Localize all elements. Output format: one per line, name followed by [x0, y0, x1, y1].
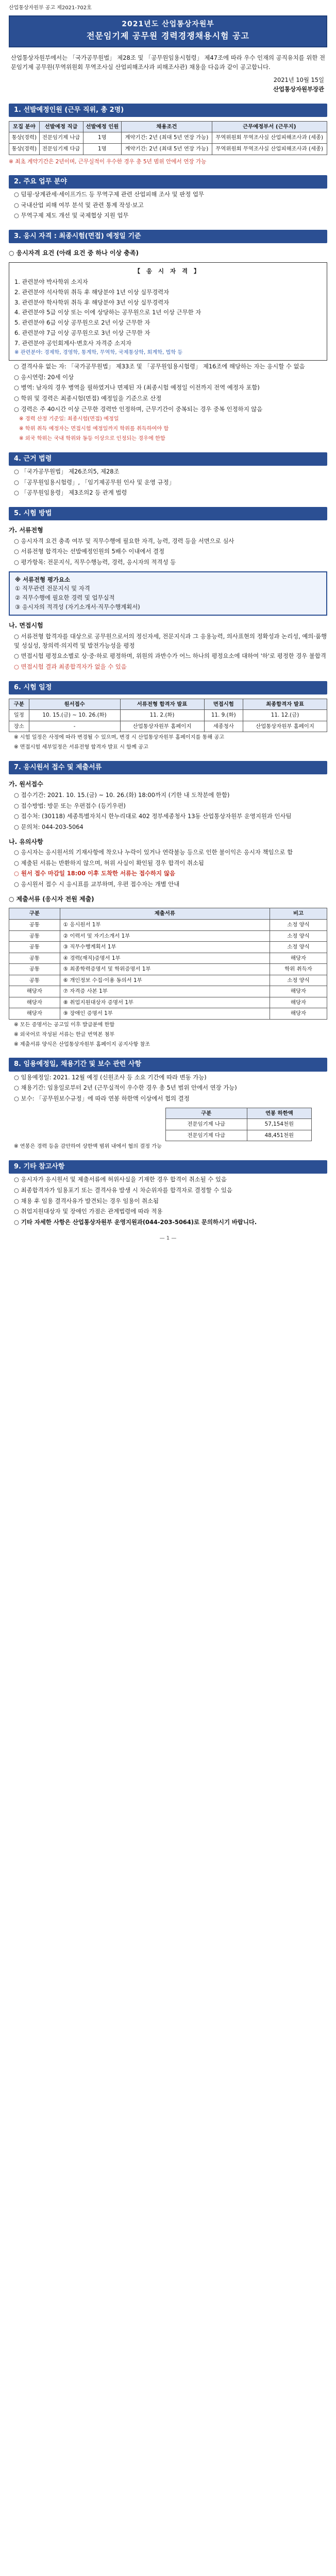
table-cell: 전문임기제 나급 [39, 132, 83, 144]
list-item: 6. 관련분야 7급 이상 공무원으로 3년 이상 근무한 자 [14, 329, 150, 336]
list-item: ○ 채용기간: 임용일로부터 2년 (근무실적이 우수한 경우 총 5년 범위 안에서 연장 가능) [14, 1084, 237, 1092]
eligibility-box [9, 262, 327, 361]
notice-number: 산업통상자원부 공고 제2021-702호 [9, 5, 92, 11]
table-row [9, 710, 327, 721]
table-header: 구분 [9, 699, 29, 710]
table-header: 구분 [9, 908, 60, 920]
list-item: ○ 국내산업 피해 여부 분석 및 관련 통계 작성·보고 [14, 201, 144, 209]
duties-list [9, 190, 327, 221]
interview-heading: 나. 면접시험 [9, 622, 43, 630]
list-item: ○ 보수: 「공무원보수규정」에 따라 연봉 하한액 이상에서 협의 결정 [14, 1094, 190, 1102]
list-item: ③ 응시자의 적격성 (자기소개서·직무수행계획서) [15, 603, 140, 611]
note-item: ※ 면접시험 세부일정은 서류전형 합격자 발표 시 함께 공고 [14, 744, 148, 751]
table-cell: ⑨ 장애인 증명서 1부 [60, 1008, 270, 1020]
table-cell: 산업통상자원부 홈페이지 [243, 721, 327, 732]
table-cell: 48,451천원 [247, 1130, 311, 1141]
table-cell: 계약기간: 2년 (최대 5년 연장 가능) [122, 132, 212, 144]
note-item: ※ 모든 증명서는 공고일 이후 발급분에 한함 [14, 1022, 115, 1028]
section-3-heading: 3. 응시 자격 : 최종시험(면접) 예정일 기준 [9, 230, 327, 243]
table-cell: - [29, 721, 120, 732]
notice-title [9, 15, 327, 47]
list-item: ○ 제출된 서류는 반환하지 않으며, 허위 사실이 확인될 경우 합격이 취소됨 [14, 859, 204, 867]
table-cell: 공통 [9, 919, 60, 930]
list-item: ○ 응시자격 요건 충족 여부 및 직무수행에 필요한 자격, 능력, 경력 등을 서면으로 심사 [14, 537, 234, 545]
table-cell: 세종청사 [204, 721, 243, 732]
list-item: ○ 임용예정일: 2021. 12월 예정 (신원조사 등 소요 기간에 따라 변동 가능) [14, 1073, 207, 1081]
table-cell: 11. 2.(화) [120, 710, 204, 721]
requirements-notes [9, 415, 327, 443]
list-item: ○ 학위 및 경력은 최종시험(면접) 예정일을 기준으로 산정 [14, 395, 162, 402]
issuing-organization: 산업통상자원부장관 [273, 86, 324, 93]
table-cell: 해당자 [270, 1008, 327, 1020]
table-header: 면접시험 [204, 699, 243, 710]
table-cell: ② 이력서 및 자기소개서 1부 [60, 930, 270, 942]
table-row [9, 997, 327, 1008]
table-cell: ③ 직무수행계획서 1부 [60, 942, 270, 953]
section-9-heading: 9. 기타 참고사항 [9, 1160, 327, 1174]
list-item: ○ 면접시험 평정요소별로 상·중·하로 평정하며, 위원의 과반수가 어느 하나의 평정요소에 대하여 '하'로 평정한 경우 불합격 [14, 652, 326, 660]
table-cell: 계약기간: 2년 (최대 5년 연장 가능) [122, 143, 212, 155]
table-row [9, 975, 327, 986]
table-header: 채용조건 [122, 121, 212, 132]
table-cell: 공통 [9, 964, 60, 975]
salary-table [165, 1108, 312, 1142]
list-item: ○ 응시자는 응시원서의 기재사항에 착오나 누락이 있거나 연락불능 등으로 인한 불이익은 응시자 책임으로 함 [14, 849, 293, 856]
list-item: 1. 관련분야 박사학위 소지자 [14, 278, 88, 286]
list-item: ○ 「공무원임용시험령」, 「임기제공무원 인사 및 운영 규정」 [14, 478, 175, 486]
table-header: 선발예정 직급 [39, 121, 83, 132]
table-header: 연봉 하한액 [247, 1108, 311, 1119]
table-cell: 공통 [9, 975, 60, 986]
table-row [9, 930, 327, 942]
list-item: ○ 무역구제 제도 개선 및 국제협상 지원 업무 [14, 212, 129, 219]
table-cell: 일정 [9, 710, 29, 721]
table-row [9, 953, 327, 964]
document-screening-heading: 가. 서류전형 [9, 527, 43, 534]
table-row [9, 919, 327, 930]
list-item: ① 직무관련 전문지식 및 자격 [15, 585, 90, 592]
page-label: — 1 — [159, 1235, 177, 1241]
list-item: ○ 병역: 남자의 경우 병역을 필하였거나 면제된 자 (최종시험 예정일 이전까지 전역 예정자 포함) [14, 384, 260, 392]
table-row [165, 1130, 311, 1141]
list-item: ○ 면접시험 결과 최종합격자가 없을 수 있음 [14, 663, 127, 670]
legal-basis-list [9, 467, 327, 498]
document-screening-list [9, 537, 327, 567]
list-item: ○ 접수방법: 방문 또는 우편접수 (등기우편) [14, 802, 126, 809]
list-item: ○ 문의처: 044-203-5064 [14, 823, 83, 831]
table-cell: 통상(경력) [9, 132, 40, 144]
table-row [9, 721, 327, 732]
list-item: ○ 응시자가 응시원서 및 제출서류에 허위사실을 기재한 경우 합격이 취소될 수 있음 [14, 1176, 227, 1183]
table-cell: 11. 12.(금) [243, 710, 327, 721]
table-cell: 산업통상자원부 홈페이지 [120, 721, 204, 732]
section-5-heading: 5. 시험 방법 [9, 507, 327, 520]
list-item: ○ 접수기간: 2021. 10. 15.(금) ~ 10. 26.(화) 18:00까지 (기한 내 도착분에 한함) [14, 791, 230, 799]
table-cell: 해당자 [9, 986, 60, 997]
table-cell: 해당자 [9, 997, 60, 1008]
table-cell: 전문임기제 나급 [165, 1119, 247, 1130]
intro-paragraph: 산업통상자원부에서는 「국가공무원법」 제28조 및 「공무원임용시험령」 제47조에 따라 우수 인재의 공직유치를 위한 전문임기제 공무원(무역위원회 무역조사실 산업피해조사과 피해조사관) 채용을 다음과 같이 공고합니다. [11, 54, 325, 71]
table-header: 선발예정 인원 [83, 121, 122, 132]
table-cell: 1명 [83, 143, 122, 155]
table-cell: ⑧ 취업지원대상자 증명서 1부 [60, 997, 270, 1008]
list-item: ○ 평가항목: 전문지식, 직무수행능력, 경력, 응시자의 적격성 등 [14, 558, 176, 566]
section-7-heading: 7. 응시원서 접수 및 제출서류 [9, 761, 327, 774]
documents-notes [9, 1021, 327, 1048]
requirements-list [9, 362, 327, 414]
application-list [9, 791, 327, 832]
table-row [9, 132, 327, 144]
table-row [9, 143, 327, 155]
list-item: ○ 기타 자세한 사항은 산업통상자원부 운영지원과(044-203-5064)로 문의하시기 바랍니다. [14, 1218, 257, 1226]
list-item: 2. 관련분야 석사학위 취득 후 해당분야 1년 이상 실무경력자 [14, 289, 170, 296]
eligibility-subtitle: ○ 응시자격 요건 (아래 요건 중 하나 이상 충족) [9, 249, 139, 257]
note-item: ※ 외국어로 작성된 서류는 한글 번역본 첨부 [14, 1031, 115, 1038]
documents-table [9, 908, 327, 1020]
list-item: ※ 서류전형 평가요소 [15, 575, 71, 583]
table-header: 비고 [270, 908, 327, 920]
note-item: ※ 외국 학위는 국내 학위와 동등 이상으로 인정되는 경우에 한함 [19, 435, 165, 442]
list-item: 4. 관련분야 5급 이상 또는 이에 상당하는 공무원으로 1년 이상 근무한 자 [14, 309, 201, 316]
table-header: 최종합격자 발표 [243, 699, 327, 710]
table-cell: 통상(경력) [9, 143, 40, 155]
table-header: 구분 [165, 1108, 247, 1119]
list-item: ○ 최종합격자가 임용포기 또는 결격사유 발생 시 차순위자를 합격자로 결정할 수 있음 [14, 1186, 232, 1194]
salary-note: ※ 연봉은 경력 등을 감안하여 상한액 범위 내에서 협의 결정 가능 [14, 1144, 162, 1150]
table-cell: ⑦ 자격증 사본 1부 [60, 986, 270, 997]
table-cell: 전문임기제 다급 [39, 143, 83, 155]
list-item: 7. 관련분야 공인회계사·변호사 자격증 소지자 [14, 339, 132, 347]
table-cell: 해당자 [270, 997, 327, 1008]
list-item: ○ 경력은 주 40시간 이상 근무한 경력만 인정하며, 근무기간이 중복되는 경우 중복 인정하지 않음 [14, 405, 263, 413]
positions-note: ※ 최초 계약기간은 2년이며, 근무실적이 우수한 경우 총 5년 범위 안에서 연장 가능 [9, 158, 207, 165]
table-header: 서류전형 합격자 발표 [120, 699, 204, 710]
table-row [9, 986, 327, 997]
table-cell: 소정 양식 [270, 919, 327, 930]
table-cell: 전문임기제 다급 [165, 1130, 247, 1141]
list-item: ② 직무수행에 필요한 경력 및 업무실적 [15, 594, 115, 602]
appointment-list [9, 1073, 327, 1104]
table-cell: 공통 [9, 942, 60, 953]
table-cell: 해당자 [9, 1008, 60, 1020]
interview-list [9, 632, 327, 672]
note-item: ※ 학위 취득 예정자는 면접시험 예정일까지 학위를 취득하여야 함 [19, 426, 169, 432]
table-cell: 소정 양식 [270, 942, 327, 953]
cautions-heading: 나. 유의사항 [9, 838, 43, 845]
table-cell: 소정 양식 [270, 930, 327, 942]
list-item: ○ 「국가공무원법」 제26조의5, 제28조 [14, 467, 120, 475]
positions-table [9, 121, 327, 155]
table-cell: ① 응시원서 1부 [60, 919, 270, 930]
title-line-2: 전문임기제 공무원 경력경쟁채용시험 공고 [87, 31, 249, 41]
title-line-1: 2021년도 산업통상자원부 [122, 20, 214, 28]
section-8-heading: 8. 임용예정일, 채용기간 및 보수 관련 사항 [9, 1058, 327, 1071]
cautions-list [9, 848, 327, 889]
table-cell: 해당자 [270, 953, 327, 964]
note-item: ※ 경력 산정 기준일: 최종시험(면접) 예정일 [19, 416, 119, 422]
table-cell: 장소 [9, 721, 29, 732]
eligibility-box-note: ※ 관련분야: 경제학, 경영학, 통계학, 무역학, 국제통상학, 회계학, 법학 등 [14, 350, 183, 356]
table-cell: ⑤ 최종학력증명서 및 학위증명서 1부 [60, 964, 270, 975]
list-item: ○ 서류전형 합격자를 대상으로 공무원으로서의 정신자세, 전문지식과 그 응용능력, 의사표현의 정확성과 논리성, 예의·품행 및 성실성, 창의력·의지력 및 발전가능성을 평정 [14, 632, 327, 649]
list-item: 3. 관련분야 학사학위 취득 후 해당분야 3년 이상 실무경력자 [14, 298, 170, 306]
note-item: ※ 제출서류 양식은 산업통상자원부 홈페이지 공지사항 참조 [14, 1041, 150, 1047]
table-header: 제출서류 [60, 908, 270, 920]
table-cell: ④ 경력(재직)증명서 1부 [60, 953, 270, 964]
table-header: 원서접수 [29, 699, 120, 710]
application-heading: 가. 원서접수 [9, 781, 43, 788]
list-item: ○ 응시연령: 20세 이상 [14, 373, 74, 381]
table-row [9, 1008, 327, 1020]
table-cell: 소정 양식 [270, 975, 327, 986]
table-cell: 57,154천원 [247, 1119, 311, 1130]
table-row [9, 964, 327, 975]
eligibility-box-title: 【 응 시 자 격 】 [134, 267, 202, 275]
list-item: ○ 결격사유 없는 자: 「국가공무원법」 제33조 및 「공무원임용시험령」 제16조에 해당하는 자는 응시할 수 없음 [14, 362, 305, 370]
table-cell: 학위 취득자 [270, 964, 327, 975]
list-item: ○ 취업지원대상자 및 장애인 가점은 관계법령에 따라 적용 [14, 1208, 163, 1215]
documents-heading: ○ 제출서류 (응시자 전원 제출) [9, 895, 94, 903]
list-item: ○ 채용 후 임용 결격사유가 발견되는 경우 임용이 취소됨 [14, 1197, 159, 1205]
list-item: ○ 응시원서 접수 시 응시표를 교부하며, 우편 접수자는 개별 안내 [14, 880, 180, 888]
list-item: ○ 「공무원임용령」 제3조의2 등 관계 법령 [14, 489, 127, 497]
table-cell: 공통 [9, 930, 60, 942]
table-cell: 무역위원회 무역조사실 산업피해조사과 (세종) [212, 132, 327, 144]
list-item: 5. 관련분야 6급 이상 공무원으로 2년 이상 근무한 자 [14, 319, 150, 327]
section-6-heading: 6. 시험 일정 [9, 681, 327, 694]
table-row [165, 1119, 311, 1130]
table-header: 근무예정부서 (근무지) [212, 121, 327, 132]
table-row [9, 942, 327, 953]
table-cell: 공통 [9, 953, 60, 964]
table-cell: 10. 15.(금) ~ 10. 26.(화) [29, 710, 120, 721]
evaluation-criteria-box [9, 571, 327, 616]
notice-date: 2021년 10월 15일 [273, 76, 324, 84]
schedule-notes [9, 734, 327, 752]
table-cell: 11. 9.(화) [204, 710, 243, 721]
schedule-table [9, 699, 327, 733]
misc-list [9, 1175, 327, 1227]
note-item: ※ 시험 일정은 사정에 따라 변경될 수 있으며, 변경 시 산업통상자원부 홈페이지를 통해 공고 [14, 735, 225, 741]
list-item: ○ 접수처: (30118) 세종특별자치시 한누리대로 402 정부세종청사 13동 산업통상자원부 운영지원과 인사팀 [14, 812, 292, 820]
table-cell: 무역위원회 무역조사실 산업피해조사과 (세종) [212, 143, 327, 155]
section-4-heading: 4. 근거 법령 [9, 452, 327, 466]
table-cell: ⑥ 개인정보 수집·이용 동의서 1부 [60, 975, 270, 986]
table-header: 모집 분야 [9, 121, 40, 132]
signature [12, 76, 324, 94]
list-item: ○ 원서 접수 마감일 18:00 이후 도착한 서류는 접수하지 않음 [14, 870, 175, 877]
section-1-heading: 1. 선발예정인원 (근무 직위, 총 2명) [9, 104, 327, 117]
section-2-heading: 2. 주요 업무 분야 [9, 175, 327, 189]
table-cell: 1명 [83, 132, 122, 144]
table-cell: 해당자 [270, 986, 327, 997]
list-item: ○ 덤핑·상계관세·세이프가드 등 무역구제 관련 산업피해 조사 및 판정 업무 [14, 191, 204, 198]
list-item: ○ 서류전형 합격자는 선발예정인원의 5배수 이내에서 결정 [14, 548, 164, 555]
